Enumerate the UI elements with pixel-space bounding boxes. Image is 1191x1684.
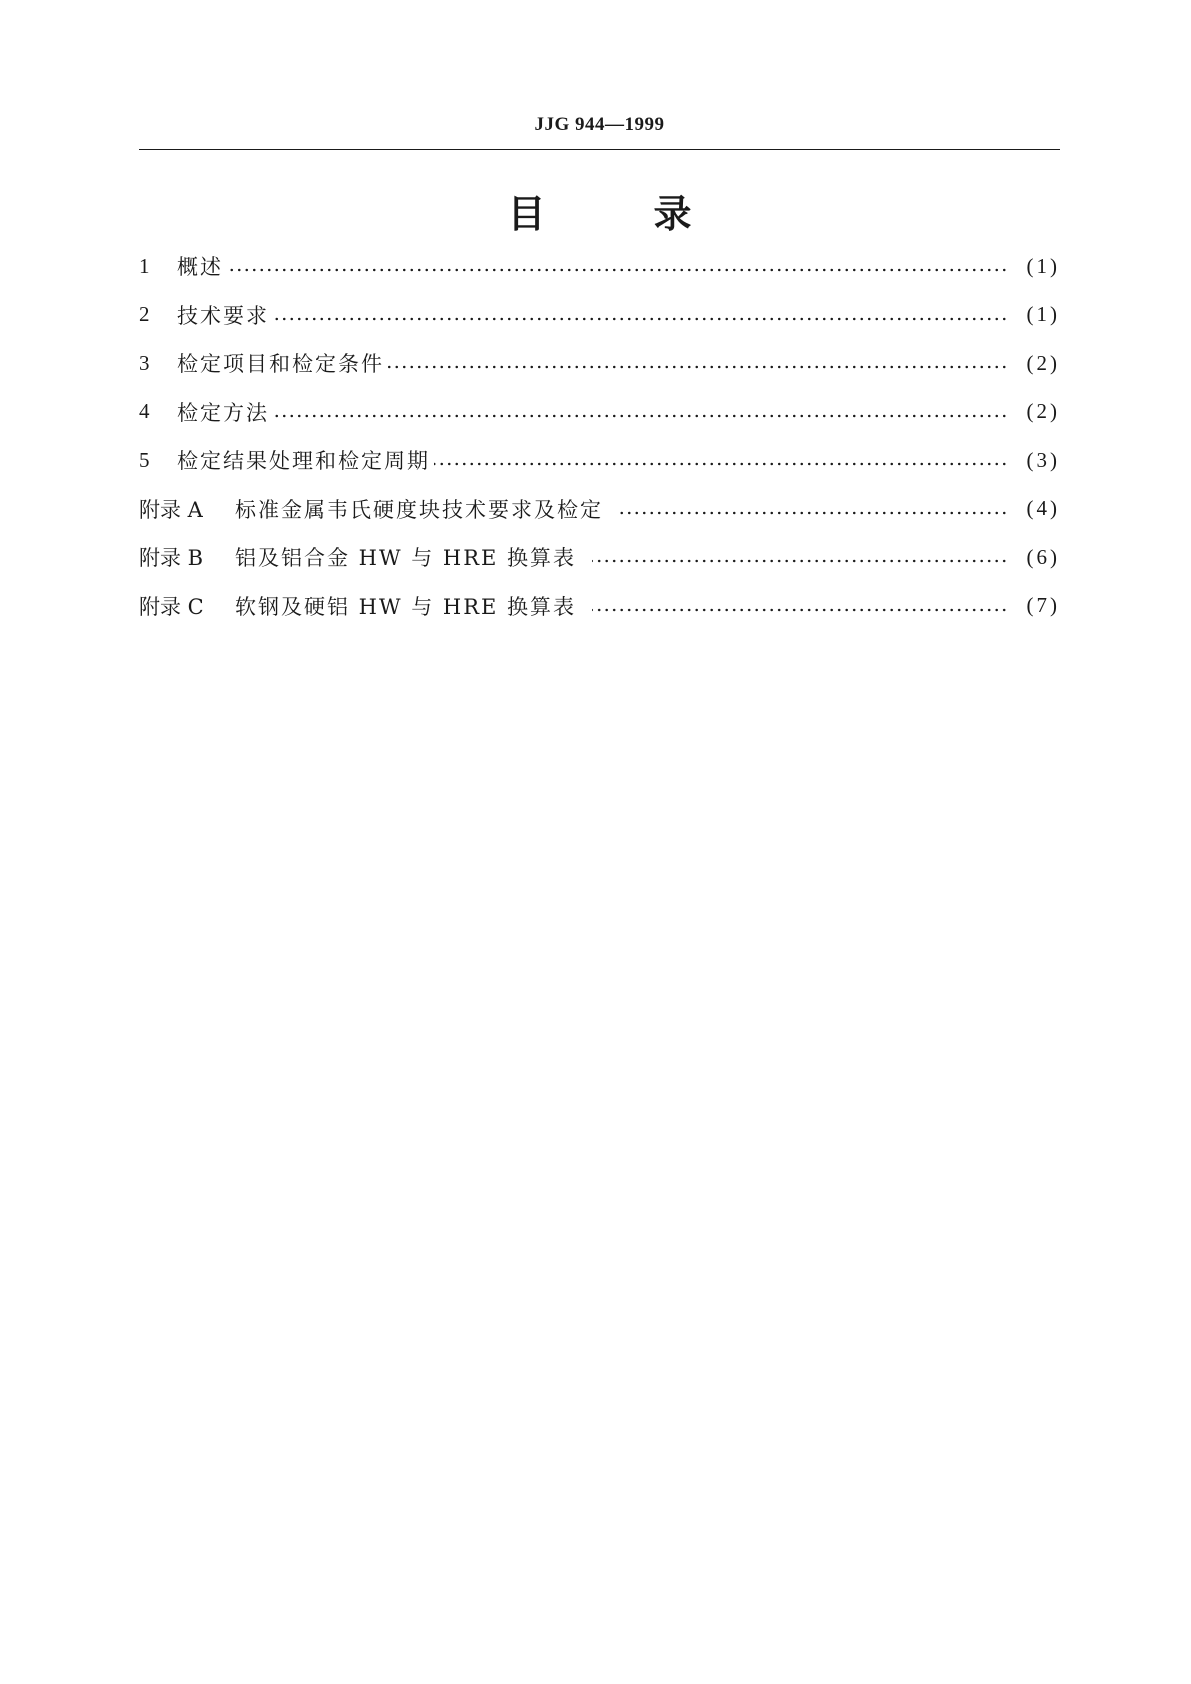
toc-entry[interactable] — [139, 339, 1060, 388]
toc-entry-page: (7) — [1026, 593, 1060, 618]
toc-appendix-number: 附录 B — [139, 546, 204, 571]
table-of-contents — [139, 242, 1060, 630]
toc-title — [139, 186, 1060, 234]
toc-entry-page: (2) — [1026, 350, 1060, 375]
toc-entry-title: 检定结果处理和检定周期 — [177, 449, 430, 474]
toc-title-char-2: 录 — [653, 191, 692, 236]
dot-leader — [388, 362, 1008, 372]
toc-entry[interactable] — [139, 436, 1060, 485]
toc-appendix-number: 附录 A — [139, 497, 203, 522]
toc-entry-title: 检定方法 — [177, 400, 269, 425]
toc-entry-page: (6) — [1026, 544, 1060, 569]
dot-leader — [592, 556, 1008, 566]
toc-entry-title: 软钢及硬铝 HW 与 HRE 换算表 — [235, 594, 577, 619]
toc-appendix-entry[interactable] — [139, 533, 1060, 582]
dot-leader — [227, 265, 1008, 275]
toc-appendix-entry[interactable] — [139, 582, 1060, 631]
toc-entry-number: 2 — [139, 302, 150, 327]
dot-leader — [273, 314, 1008, 324]
toc-appendix-entry[interactable] — [139, 485, 1060, 534]
toc-entry[interactable] — [139, 291, 1060, 340]
toc-entry-number: 5 — [139, 447, 150, 472]
dot-leader — [619, 508, 1008, 518]
toc-entry-title: 铝及铝合金 HW 与 HRE 换算表 — [235, 546, 577, 571]
toc-entry-number: 3 — [139, 350, 150, 375]
toc-entry[interactable] — [139, 388, 1060, 437]
header-divider — [139, 149, 1060, 150]
toc-entry-page: (1) — [1026, 253, 1060, 278]
toc-entry-page: (2) — [1026, 399, 1060, 424]
toc-title-char-1: 目 — [507, 191, 546, 236]
dot-leader — [434, 459, 1008, 469]
toc-entry-page: (1) — [1026, 302, 1060, 327]
toc-entry[interactable] — [139, 242, 1060, 291]
document-code-header: JJG 944—1999 — [534, 114, 665, 135]
toc-entry-title: 标准金属韦氏硬度块技术要求及检定 — [235, 497, 603, 522]
toc-entry-number: 4 — [139, 399, 150, 424]
toc-appendix-number: 附录 C — [139, 594, 204, 619]
dot-leader — [592, 605, 1008, 615]
toc-entry-title: 技术要求 — [177, 303, 269, 328]
toc-entry-number: 1 — [139, 253, 150, 278]
toc-entry-title: 检定项目和检定条件 — [177, 352, 384, 377]
toc-entry-page: (3) — [1026, 447, 1060, 472]
toc-entry-page: (4) — [1026, 496, 1060, 521]
toc-entry-title: 概述 — [177, 255, 223, 280]
dot-leader — [273, 411, 1008, 421]
